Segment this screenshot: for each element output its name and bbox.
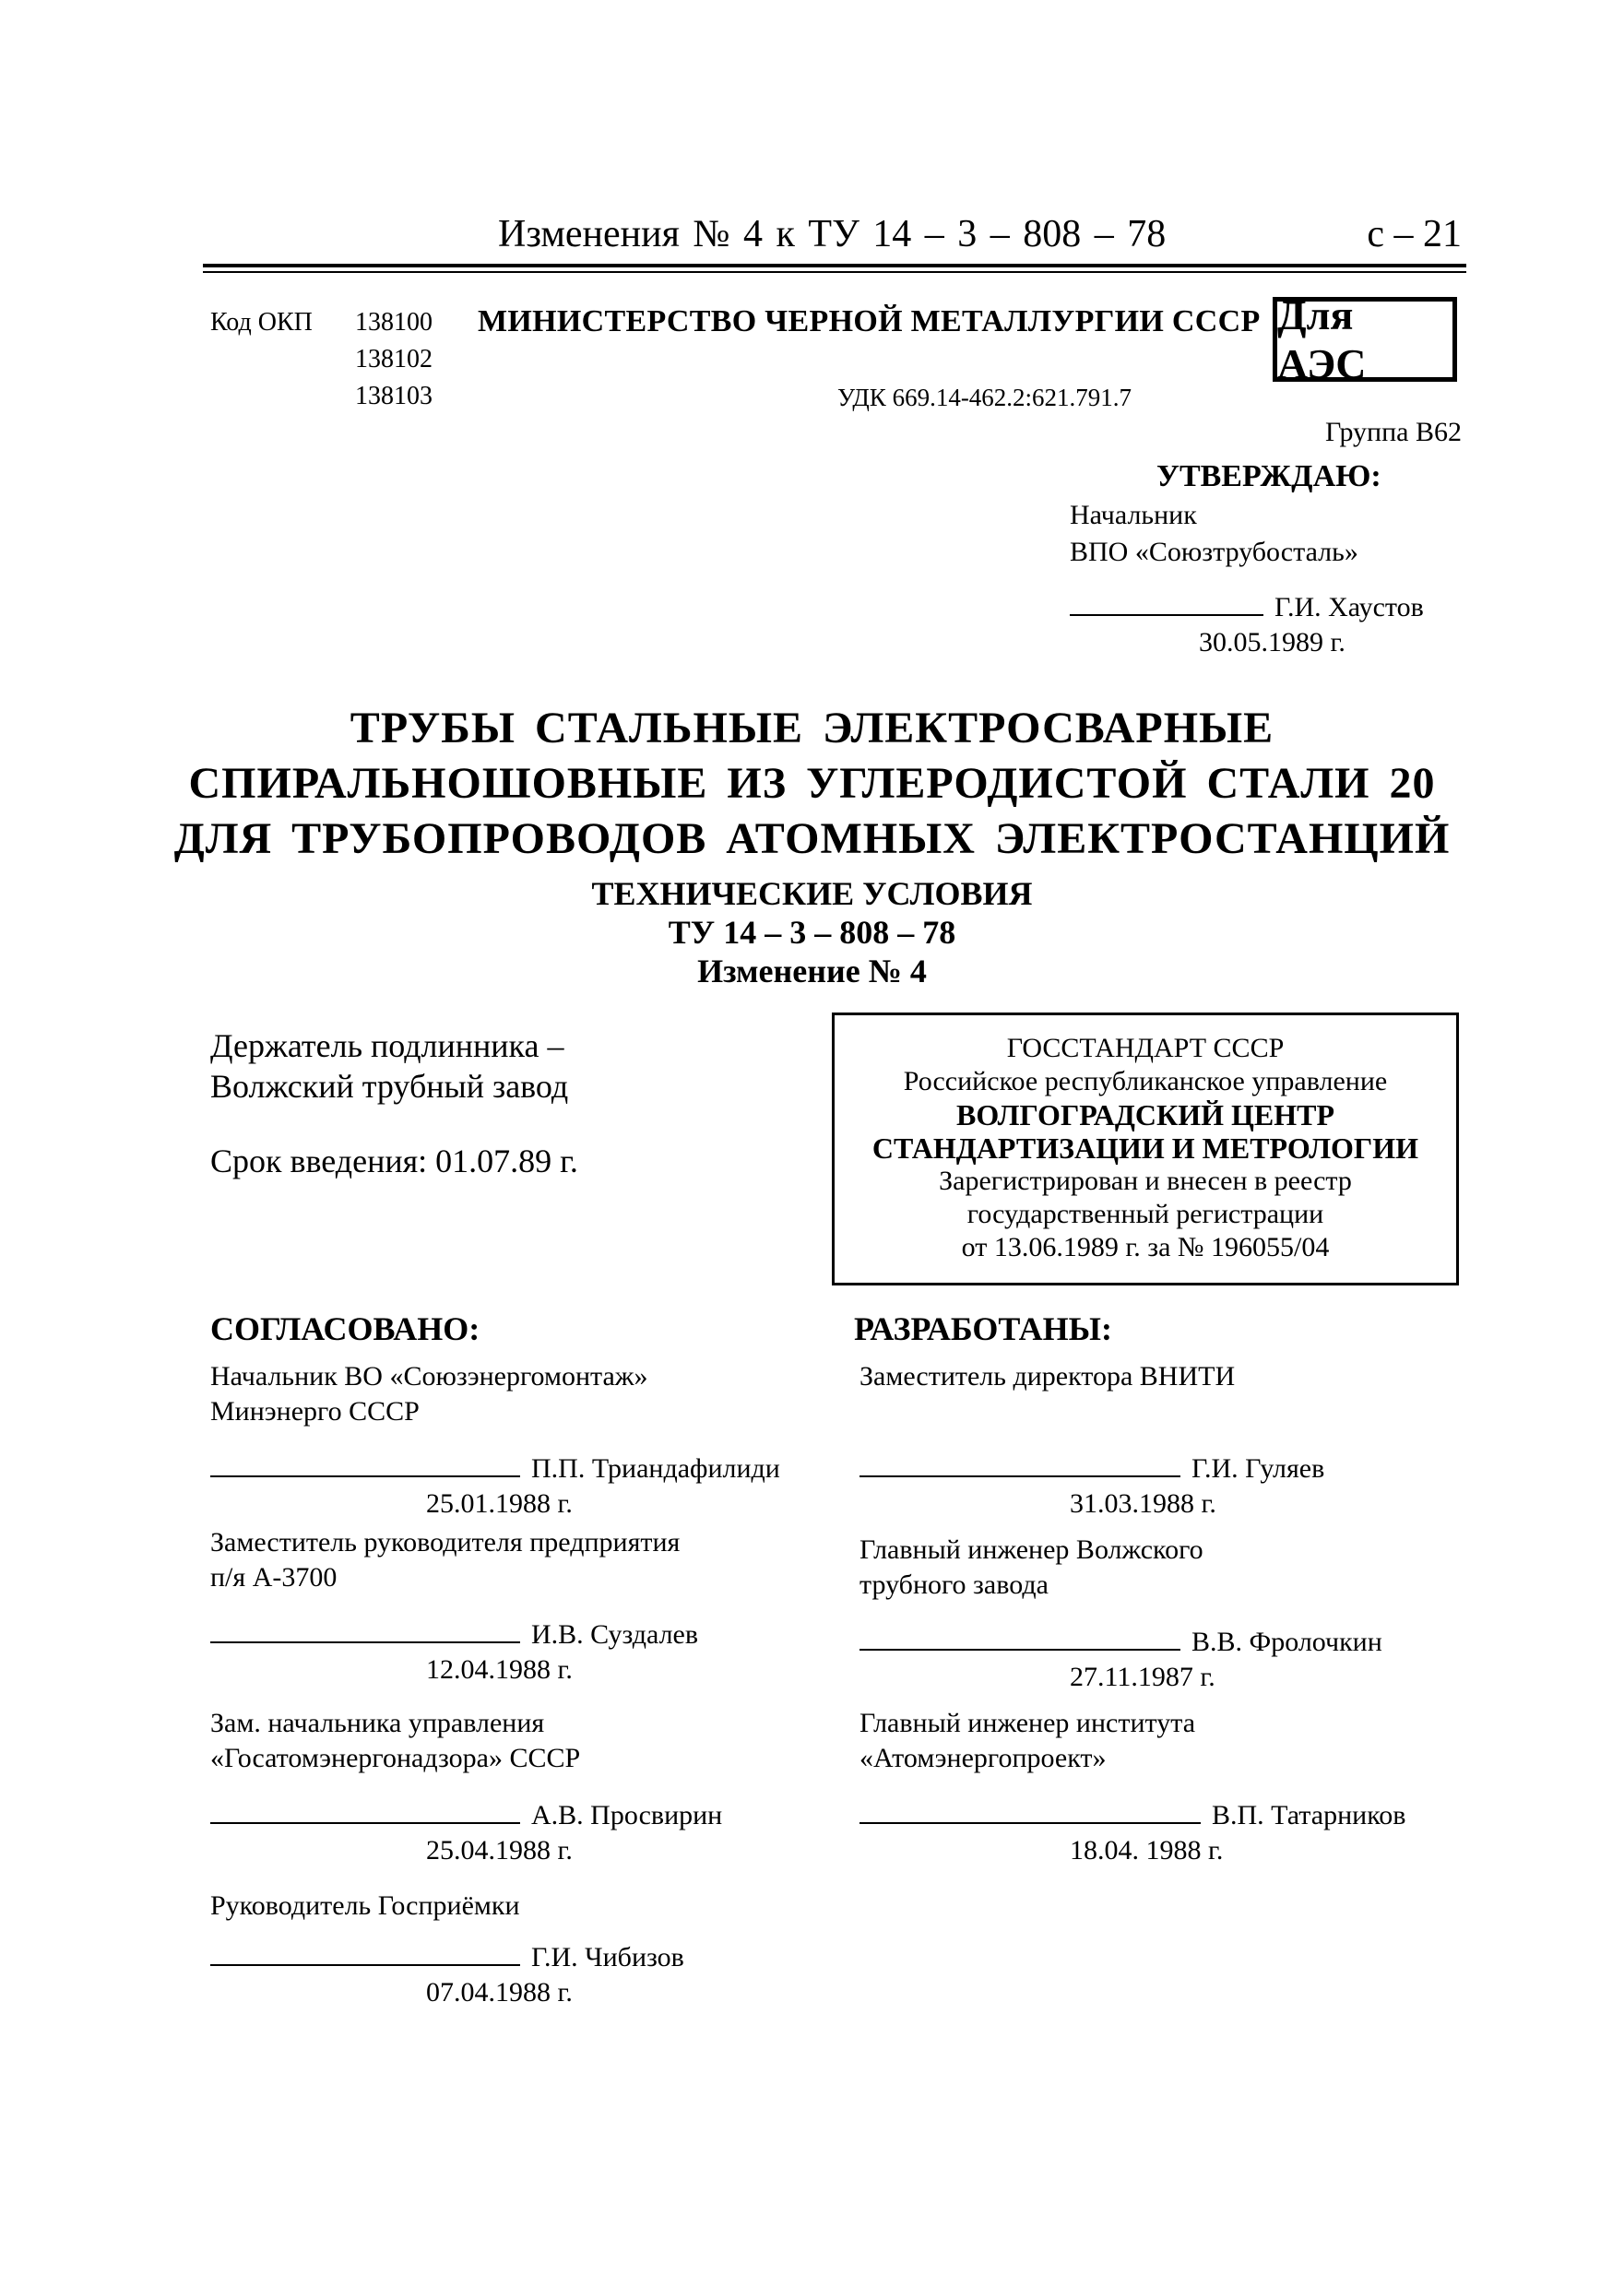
developed-date: 31.03.1988 г. xyxy=(1070,1488,1216,1519)
subtitle-line: Изменение № 4 xyxy=(697,953,927,989)
header-title: Изменения № 4 к ТУ 14 – 3 – 808 – 78 xyxy=(498,213,1167,255)
agreed-position: «Госатомэнергонадзора» СССР xyxy=(210,1743,581,1773)
developed-name: В.В. Фролочкин xyxy=(1191,1627,1382,1657)
signature-underline xyxy=(1070,613,1263,616)
agreed-signature-line xyxy=(210,1800,722,1831)
agreed-signature-line xyxy=(210,1619,698,1651)
agreed-position: Начальник ВО «Союзэнергомонтаж» xyxy=(210,1361,648,1392)
developed-date: 18.04. 1988 г. xyxy=(1070,1835,1224,1866)
registration-box xyxy=(832,1013,1459,1285)
registration-line: ГОССТАНДАРТ СССР xyxy=(1006,1033,1285,1063)
registration-line: Зарегистрирован и внесен в реестр xyxy=(939,1166,1352,1196)
agreed-heading: СОГЛАСОВАНО: xyxy=(210,1310,480,1347)
developed-position: Главный инженер института xyxy=(859,1708,1196,1738)
holder-info xyxy=(210,1025,568,1107)
agreed-position: п/я А-3700 xyxy=(210,1562,338,1593)
registration-line: СТАНДАРТИЗАЦИИ И МЕТРОЛОГИИ xyxy=(871,1131,1419,1165)
developed-signature-line xyxy=(859,1453,1324,1485)
approve-name: Г.И. Хаустов xyxy=(1274,592,1424,622)
registration-line: государственный регистрации xyxy=(966,1199,1324,1229)
developed-position: трубного завода xyxy=(859,1569,1049,1600)
developed-position: Заместитель директора ВНИТИ xyxy=(859,1361,1236,1392)
agreed-name: Г.И. Чибизов xyxy=(531,1942,684,1972)
agreed-name: А.В. Просвирин xyxy=(531,1800,723,1830)
okp-label: Код ОКП xyxy=(210,308,313,337)
developed-signature-line xyxy=(859,1800,1405,1831)
document-title xyxy=(0,701,1624,867)
developed-position: Главный инженер Волжского xyxy=(859,1534,1203,1565)
document-subtitle xyxy=(0,874,1624,990)
approve-organization: ВПО «Союзтрубосталь» xyxy=(1070,537,1358,567)
okp-code: 138102 xyxy=(355,345,433,373)
developed-signature-line xyxy=(859,1627,1382,1658)
registration-line: Российское республиканское управление xyxy=(903,1066,1388,1096)
agreed-position: Руководитель Госприёмки xyxy=(210,1890,520,1921)
title-line: ТРУБЫ СТАЛЬНЫЕ ЭЛЕКТРОСВАРНЫЕ xyxy=(350,704,1274,752)
agreed-date: 07.04.1988 г. xyxy=(426,1977,573,2008)
holder-line: Волжский трубный завод xyxy=(210,1068,569,1105)
holder-line: Держатель подлинника – xyxy=(210,1027,564,1064)
group-code: Группа В62 xyxy=(1325,417,1462,447)
agreed-signature-line xyxy=(210,1453,780,1485)
agreed-name: П.П. Триандафилиди xyxy=(531,1453,780,1484)
signature-underline xyxy=(210,1821,520,1824)
registration-line: от 13.06.1989 г. за № 196055/04 xyxy=(961,1232,1330,1262)
okp-code: 138100 xyxy=(355,308,433,337)
signature-underline xyxy=(859,1475,1180,1477)
okp-code: 138103 xyxy=(355,382,433,410)
agreed-signature-line xyxy=(210,1942,684,1973)
title-line: СПИРАЛЬНОШОВНЫЕ ИЗ УГЛЕРОДИСТОЙ СТАЛИ 20 xyxy=(188,759,1436,808)
udk-code: УДК 669.14-462.2:621.791.7 xyxy=(837,384,1132,411)
subtitle-line: ТУ 14 – 3 – 808 – 78 xyxy=(668,914,956,951)
agreed-position: Заместитель руководителя предприятия xyxy=(210,1527,681,1558)
agreed-position: Зам. начальника управления xyxy=(210,1708,545,1738)
agreed-date: 12.04.1988 г. xyxy=(426,1654,573,1685)
signature-underline xyxy=(859,1821,1201,1824)
agreed-position: Минэнерго СССР xyxy=(210,1396,420,1427)
signature-underline xyxy=(210,1475,520,1477)
signature-underline xyxy=(859,1648,1180,1651)
approve-heading: УТВЕРЖДАЮ: xyxy=(1156,459,1381,493)
header-rule-thin xyxy=(203,271,1466,273)
approve-position: Начальник xyxy=(1070,500,1197,530)
developed-heading: РАЗРАБОТАНЫ: xyxy=(854,1310,1112,1347)
subtitle-line: ТЕХНИЧЕСКИЕ УСЛОВИЯ xyxy=(591,875,1033,912)
page-number: с – 21 xyxy=(1367,213,1462,255)
approve-signature-line xyxy=(1070,592,1424,623)
approve-date: 30.05.1989 г. xyxy=(1199,627,1345,657)
header-rule-thick xyxy=(203,264,1466,267)
developed-name: В.П. Татарников xyxy=(1212,1800,1406,1830)
agreed-name: И.В. Суздалев xyxy=(531,1619,699,1650)
title-line: ДЛЯ ТРУБОПРОВОДОВ АТОМНЫХ ЭЛЕКТРОСТАНЦИЙ xyxy=(173,814,1451,863)
registration-line: ВОЛГОГРАДСКИЙ ЦЕНТР xyxy=(956,1098,1334,1131)
developed-name: Г.И. Гуляев xyxy=(1191,1453,1325,1484)
signature-underline xyxy=(210,1640,520,1643)
ministry-name: МИНИСТЕРСТВО ЧЕРНОЙ МЕТАЛЛУРГИИ СССР xyxy=(478,304,1261,338)
agreed-date: 25.04.1988 г. xyxy=(426,1835,573,1866)
aes-stamp: Для АЭС xyxy=(1273,297,1457,382)
agreed-date: 25.01.1988 г. xyxy=(426,1488,573,1519)
signature-underline xyxy=(210,1963,520,1966)
developed-date: 27.11.1987 г. xyxy=(1070,1662,1215,1692)
developed-position: «Атомэнергопроект» xyxy=(859,1743,1107,1773)
effective-date: Срок введения: 01.07.89 г. xyxy=(210,1143,578,1179)
